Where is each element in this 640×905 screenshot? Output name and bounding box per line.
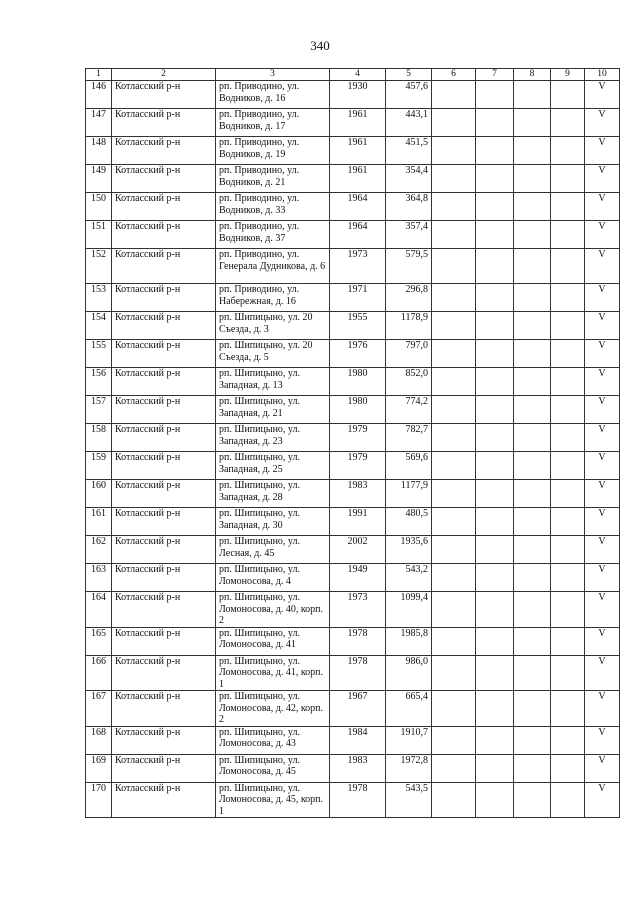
year-cell: 1984 (330, 726, 386, 754)
year-cell: 1983 (330, 754, 386, 782)
column-6-cell (432, 193, 476, 221)
district-cell: Котласский р-н (112, 508, 216, 536)
row-number-cell: 149 (86, 165, 112, 193)
address-cell: рп. Приводино, ул. Водников, д. 16 (216, 81, 330, 109)
table-row (86, 340, 620, 368)
column-8-cell (514, 221, 551, 249)
row-number-cell: 151 (86, 221, 112, 249)
column-header: 9 (551, 69, 585, 81)
address-cell: рп. Шипицыно, ул. Ломоносова, д. 43 (216, 726, 330, 754)
address-cell: рп. Приводино, ул. Набережная, д. 16 (216, 284, 330, 312)
year-cell: 1980 (330, 368, 386, 396)
district-cell: Котласский р-н (112, 137, 216, 165)
address-cell: рп. Приводино, ул. Водников, д. 21 (216, 165, 330, 193)
column-7-cell (476, 592, 514, 628)
district-cell: Котласский р-н (112, 782, 216, 818)
address-cell: рп. Шипицыно, ул. Западная, д. 23 (216, 424, 330, 452)
year-cell: 1961 (330, 137, 386, 165)
row-number-cell: 148 (86, 137, 112, 165)
year-cell: 1979 (330, 424, 386, 452)
column-10-cell: V (585, 424, 620, 452)
column-6-cell (432, 452, 476, 480)
table-row (86, 726, 620, 754)
row-number-cell: 168 (86, 726, 112, 754)
table-row (86, 452, 620, 480)
column-8-cell (514, 536, 551, 564)
column-8-cell (514, 627, 551, 655)
address-cell: рп. Шипицыно, ул. Ломоносова, д. 40, корп. 2 (216, 592, 330, 628)
column-7-cell (476, 754, 514, 782)
district-cell: Котласский р-н (112, 536, 216, 564)
row-number-cell: 153 (86, 284, 112, 312)
year-cell: 1955 (330, 312, 386, 340)
column-10-cell: V (585, 536, 620, 564)
table-row (86, 109, 620, 137)
table-row (86, 480, 620, 508)
column-6-cell (432, 221, 476, 249)
district-cell: Котласский р-н (112, 726, 216, 754)
year-cell: 1964 (330, 193, 386, 221)
row-number-cell: 150 (86, 193, 112, 221)
column-8-cell (514, 81, 551, 109)
column-9-cell (551, 564, 585, 592)
district-cell: Котласский р-н (112, 193, 216, 221)
column-10-cell: V (585, 508, 620, 536)
column-10-cell: V (585, 396, 620, 424)
year-cell: 1978 (330, 655, 386, 691)
column-header: 7 (476, 69, 514, 81)
column-6-cell (432, 754, 476, 782)
column-9-cell (551, 452, 585, 480)
table-row (86, 396, 620, 424)
column-10-cell: V (585, 480, 620, 508)
row-number-cell: 146 (86, 81, 112, 109)
column-header: 6 (432, 69, 476, 81)
address-cell: рп. Шипицыно, ул. Западная, д. 28 (216, 480, 330, 508)
column-header: 10 (585, 69, 620, 81)
district-cell: Котласский р-н (112, 564, 216, 592)
column-7-cell (476, 480, 514, 508)
column-8-cell (514, 284, 551, 312)
area-cell: 569,6 (386, 452, 432, 480)
area-cell: 1985,8 (386, 627, 432, 655)
column-8-cell (514, 452, 551, 480)
column-9-cell (551, 312, 585, 340)
row-number-cell: 169 (86, 754, 112, 782)
column-10-cell: V (585, 221, 620, 249)
area-cell: 579,5 (386, 249, 432, 284)
district-cell: Котласский р-н (112, 284, 216, 312)
row-number-cell: 161 (86, 508, 112, 536)
column-7-cell (476, 424, 514, 452)
area-cell: 357,4 (386, 221, 432, 249)
row-number-cell: 155 (86, 340, 112, 368)
year-cell: 1991 (330, 508, 386, 536)
address-cell: рп. Шипицыно, ул. Ломоносова, д. 41 (216, 627, 330, 655)
column-6-cell (432, 284, 476, 312)
column-10-cell: V (585, 726, 620, 754)
table-row (86, 564, 620, 592)
column-9-cell (551, 726, 585, 754)
row-number-cell: 157 (86, 396, 112, 424)
column-10-cell: V (585, 564, 620, 592)
table-row (86, 81, 620, 109)
year-cell: 1930 (330, 81, 386, 109)
column-7-cell (476, 109, 514, 137)
table-row (86, 782, 620, 818)
column-7-cell (476, 221, 514, 249)
column-9-cell (551, 340, 585, 368)
column-8-cell (514, 249, 551, 284)
column-6-cell (432, 424, 476, 452)
district-cell: Котласский р-н (112, 754, 216, 782)
housing-registry-table (85, 68, 620, 818)
column-9-cell (551, 536, 585, 564)
column-8-cell (514, 754, 551, 782)
row-number-cell: 152 (86, 249, 112, 284)
column-7-cell (476, 284, 514, 312)
area-cell: 543,5 (386, 782, 432, 818)
column-9-cell (551, 691, 585, 727)
area-cell: 986,0 (386, 655, 432, 691)
column-10-cell: V (585, 109, 620, 137)
column-9-cell (551, 284, 585, 312)
address-cell: рп. Шипицыно, ул. 20 Съезда, д. 3 (216, 312, 330, 340)
area-cell: 480,5 (386, 508, 432, 536)
column-6-cell (432, 782, 476, 818)
column-7-cell (476, 726, 514, 754)
row-number-cell: 162 (86, 536, 112, 564)
column-8-cell (514, 782, 551, 818)
column-7-cell (476, 782, 514, 818)
district-cell: Котласский р-н (112, 165, 216, 193)
column-7-cell (476, 627, 514, 655)
column-10-cell: V (585, 249, 620, 284)
column-9-cell (551, 782, 585, 818)
area-cell: 1935,6 (386, 536, 432, 564)
column-number-header (86, 69, 620, 81)
column-6-cell (432, 564, 476, 592)
column-6-cell (432, 81, 476, 109)
column-9-cell (551, 137, 585, 165)
row-number-cell: 163 (86, 564, 112, 592)
year-cell: 1976 (330, 340, 386, 368)
column-8-cell (514, 424, 551, 452)
area-cell: 774,2 (386, 396, 432, 424)
column-7-cell (476, 368, 514, 396)
column-7-cell (476, 536, 514, 564)
column-8-cell (514, 726, 551, 754)
column-7-cell (476, 165, 514, 193)
year-cell: 1983 (330, 480, 386, 508)
row-number-cell: 170 (86, 782, 112, 818)
column-8-cell (514, 340, 551, 368)
district-cell: Котласский р-н (112, 368, 216, 396)
year-cell: 1973 (330, 249, 386, 284)
area-cell: 543,2 (386, 564, 432, 592)
column-header: 5 (386, 69, 432, 81)
column-10-cell: V (585, 284, 620, 312)
district-cell: Котласский р-н (112, 396, 216, 424)
column-8-cell (514, 137, 551, 165)
column-6-cell (432, 368, 476, 396)
table-row (86, 221, 620, 249)
column-6-cell (432, 627, 476, 655)
district-cell: Котласский р-н (112, 592, 216, 628)
table-row (86, 249, 620, 284)
column-6-cell (432, 655, 476, 691)
district-cell: Котласский р-н (112, 691, 216, 727)
year-cell: 1961 (330, 109, 386, 137)
column-9-cell (551, 249, 585, 284)
row-number-cell: 167 (86, 691, 112, 727)
address-cell: рп. Шипицыно, ул. 20 Съезда, д. 5 (216, 340, 330, 368)
table-row (86, 627, 620, 655)
column-header: 4 (330, 69, 386, 81)
column-8-cell (514, 564, 551, 592)
table-row (86, 312, 620, 340)
address-cell: рп. Шипицыно, ул. Ломоносова, д. 4 (216, 564, 330, 592)
column-9-cell (551, 109, 585, 137)
column-9-cell (551, 655, 585, 691)
address-cell: рп. Шипицыно, ул. Западная, д. 13 (216, 368, 330, 396)
column-7-cell (476, 137, 514, 165)
column-header: 2 (112, 69, 216, 81)
column-header: 3 (216, 69, 330, 81)
year-cell: 1973 (330, 592, 386, 628)
address-cell: рп. Шипицыно, ул. Ломоносова, д. 41, корп. 1 (216, 655, 330, 691)
table-row (86, 368, 620, 396)
area-cell: 443,1 (386, 109, 432, 137)
column-header: 8 (514, 69, 551, 81)
column-6-cell (432, 480, 476, 508)
row-number-cell: 147 (86, 109, 112, 137)
year-cell: 1949 (330, 564, 386, 592)
column-8-cell (514, 655, 551, 691)
table-row (86, 424, 620, 452)
table-row (86, 137, 620, 165)
column-7-cell (476, 508, 514, 536)
column-8-cell (514, 508, 551, 536)
address-cell: рп. Шипицыно, ул. Ломоносова, д. 45 (216, 754, 330, 782)
column-7-cell (476, 691, 514, 727)
column-6-cell (432, 691, 476, 727)
district-cell: Котласский р-н (112, 655, 216, 691)
column-7-cell (476, 193, 514, 221)
year-cell: 1967 (330, 691, 386, 727)
column-10-cell: V (585, 340, 620, 368)
column-header: 1 (86, 69, 112, 81)
table-row (86, 284, 620, 312)
column-10-cell: V (585, 592, 620, 628)
year-cell: 1964 (330, 221, 386, 249)
address-cell: рп. Приводино, ул. Генерала Дудникова, д. 6 (216, 249, 330, 284)
year-cell: 1961 (330, 165, 386, 193)
column-7-cell (476, 340, 514, 368)
column-9-cell (551, 480, 585, 508)
area-cell: 364,8 (386, 193, 432, 221)
area-cell: 354,4 (386, 165, 432, 193)
column-9-cell (551, 165, 585, 193)
address-cell: рп. Приводино, ул. Водников, д. 37 (216, 221, 330, 249)
column-6-cell (432, 165, 476, 193)
column-10-cell: V (585, 754, 620, 782)
column-9-cell (551, 368, 585, 396)
column-8-cell (514, 312, 551, 340)
row-number-cell: 164 (86, 592, 112, 628)
area-cell: 1910,7 (386, 726, 432, 754)
row-number-cell: 158 (86, 424, 112, 452)
column-7-cell (476, 452, 514, 480)
table-body (86, 81, 620, 818)
column-9-cell (551, 81, 585, 109)
year-cell: 1978 (330, 782, 386, 818)
column-10-cell: V (585, 782, 620, 818)
table-row (86, 592, 620, 628)
table-row (86, 536, 620, 564)
column-9-cell (551, 221, 585, 249)
column-10-cell: V (585, 81, 620, 109)
area-cell: 665,4 (386, 691, 432, 727)
column-6-cell (432, 592, 476, 628)
table-row (86, 691, 620, 727)
table-row (86, 165, 620, 193)
column-9-cell (551, 193, 585, 221)
area-cell: 1972,8 (386, 754, 432, 782)
column-6-cell (432, 137, 476, 165)
row-number-cell: 154 (86, 312, 112, 340)
column-7-cell (476, 655, 514, 691)
column-10-cell: V (585, 137, 620, 165)
district-cell: Котласский р-н (112, 424, 216, 452)
area-cell: 1177,9 (386, 480, 432, 508)
column-10-cell: V (585, 627, 620, 655)
address-cell: рп. Приводино, ул. Водников, д. 19 (216, 137, 330, 165)
district-cell: Котласский р-н (112, 109, 216, 137)
address-cell: рп. Приводино, ул. Водников, д. 17 (216, 109, 330, 137)
column-8-cell (514, 592, 551, 628)
row-number-cell: 165 (86, 627, 112, 655)
district-cell: Котласский р-н (112, 452, 216, 480)
column-7-cell (476, 81, 514, 109)
table-row (86, 193, 620, 221)
column-8-cell (514, 193, 551, 221)
area-cell: 457,6 (386, 81, 432, 109)
column-6-cell (432, 340, 476, 368)
address-cell: рп. Шипицыно, ул. Западная, д. 25 (216, 452, 330, 480)
page-number: 340 (310, 38, 330, 53)
column-7-cell (476, 249, 514, 284)
district-cell: Котласский р-н (112, 249, 216, 284)
year-cell: 1979 (330, 452, 386, 480)
area-cell: 1178,9 (386, 312, 432, 340)
district-cell: Котласский р-н (112, 480, 216, 508)
column-6-cell (432, 109, 476, 137)
address-cell: рп. Шипицыно, ул. Ломоносова, д. 45, корп. 1 (216, 782, 330, 818)
column-8-cell (514, 165, 551, 193)
row-number-cell: 160 (86, 480, 112, 508)
column-6-cell (432, 396, 476, 424)
column-9-cell (551, 592, 585, 628)
year-cell: 2002 (330, 536, 386, 564)
column-6-cell (432, 249, 476, 284)
district-cell: Котласский р-н (112, 221, 216, 249)
row-number-cell: 166 (86, 655, 112, 691)
area-cell: 782,7 (386, 424, 432, 452)
column-10-cell: V (585, 452, 620, 480)
column-10-cell: V (585, 193, 620, 221)
table-row (86, 655, 620, 691)
column-6-cell (432, 726, 476, 754)
table-row (86, 508, 620, 536)
year-cell: 1971 (330, 284, 386, 312)
address-cell: рп. Шипицыно, ул. Западная, д. 30 (216, 508, 330, 536)
column-9-cell (551, 396, 585, 424)
area-cell: 797,0 (386, 340, 432, 368)
column-8-cell (514, 368, 551, 396)
address-cell: рп. Шипицыно, ул. Ломоносова, д. 42, корп. 2 (216, 691, 330, 727)
column-10-cell: V (585, 691, 620, 727)
column-7-cell (476, 564, 514, 592)
column-9-cell (551, 754, 585, 782)
column-9-cell (551, 424, 585, 452)
address-cell: рп. Шипицыно, ул. Западная, д. 21 (216, 396, 330, 424)
district-cell: Котласский р-н (112, 627, 216, 655)
row-number-cell: 159 (86, 452, 112, 480)
column-10-cell: V (585, 312, 620, 340)
column-8-cell (514, 109, 551, 137)
area-cell: 852,0 (386, 368, 432, 396)
column-8-cell (514, 691, 551, 727)
column-7-cell (476, 312, 514, 340)
column-6-cell (432, 312, 476, 340)
column-8-cell (514, 480, 551, 508)
column-8-cell (514, 396, 551, 424)
year-cell: 1978 (330, 627, 386, 655)
column-6-cell (432, 508, 476, 536)
address-cell: рп. Приводино, ул. Водников, д. 33 (216, 193, 330, 221)
column-10-cell: V (585, 368, 620, 396)
column-9-cell (551, 627, 585, 655)
table-row (86, 754, 620, 782)
column-10-cell: V (585, 655, 620, 691)
column-7-cell (476, 396, 514, 424)
column-10-cell: V (585, 165, 620, 193)
area-cell: 296,8 (386, 284, 432, 312)
area-cell: 451,5 (386, 137, 432, 165)
column-9-cell (551, 508, 585, 536)
area-cell: 1099,4 (386, 592, 432, 628)
district-cell: Котласский р-н (112, 81, 216, 109)
address-cell: рп. Шипицыно, ул. Лесная, д. 45 (216, 536, 330, 564)
year-cell: 1980 (330, 396, 386, 424)
row-number-cell: 156 (86, 368, 112, 396)
district-cell: Котласский р-н (112, 312, 216, 340)
district-cell: Котласский р-н (112, 340, 216, 368)
column-6-cell (432, 536, 476, 564)
